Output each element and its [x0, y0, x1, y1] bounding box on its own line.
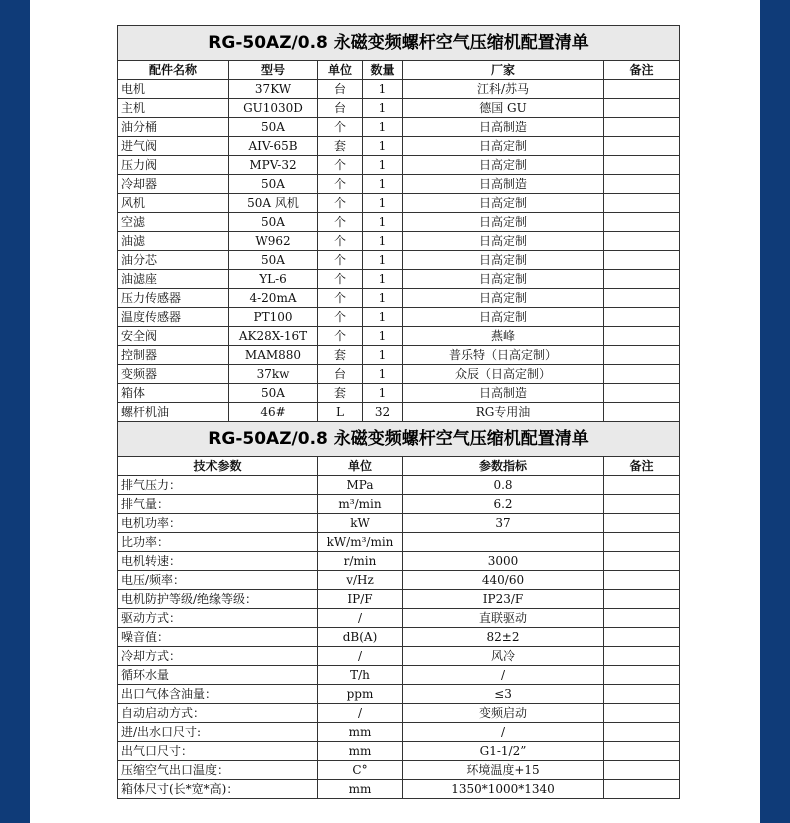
- spec-cell-param: 压缩空气出口温度：: [118, 761, 318, 780]
- config-row: [118, 137, 680, 156]
- spec-cell-remark: [604, 533, 680, 552]
- config-cell-quantity: 1: [363, 99, 403, 118]
- spec-cell-value: 0.8: [403, 476, 604, 495]
- config-cell-manufacturer: 普乐特（日高定制）: [403, 346, 604, 365]
- config-row: [118, 346, 680, 365]
- spec-cell-remark: [604, 571, 680, 590]
- spec-cell-param: 比功率：: [118, 533, 318, 552]
- config-cell-part-name: 压力阀: [118, 156, 229, 175]
- config-cell-remark: [604, 194, 680, 213]
- header-model: 型号: [229, 61, 318, 80]
- config-cell-part-name: 箱体: [118, 384, 229, 403]
- spec-cell-unit: r/min: [318, 552, 403, 571]
- config-cell-remark: [604, 137, 680, 156]
- spec-cell-remark: [604, 780, 680, 799]
- spec-cell-unit: /: [318, 609, 403, 628]
- spec-cell-unit: /: [318, 647, 403, 666]
- config-cell-part-name: 油分芯: [118, 251, 229, 270]
- header-remark: 备注: [604, 61, 680, 80]
- spec-cell-value: 风冷: [403, 647, 604, 666]
- spec-cell-unit: IP/F: [318, 590, 403, 609]
- spec-cell-value: /: [403, 666, 604, 685]
- spec-row: [118, 476, 680, 495]
- spec-cell-param: 排气压力：: [118, 476, 318, 495]
- spec-cell-unit: /: [318, 704, 403, 723]
- config-sheet: [117, 25, 679, 799]
- config-cell-model: PT100: [229, 308, 318, 327]
- config-row: [118, 251, 680, 270]
- config-cell-part-name: 空滤: [118, 213, 229, 232]
- config-row: [118, 308, 680, 327]
- spec-row: [118, 780, 680, 799]
- config-cell-remark: [604, 251, 680, 270]
- config-cell-part-name: 螺杆机油: [118, 403, 229, 422]
- config-cell-model: 50A: [229, 213, 318, 232]
- config-cell-unit: 台: [318, 365, 363, 384]
- config-cell-manufacturer: RG专用油: [403, 403, 604, 422]
- config-cell-quantity: 1: [363, 175, 403, 194]
- config-cell-quantity: 1: [363, 232, 403, 251]
- config-cell-quantity: 32: [363, 403, 403, 422]
- config-cell-quantity: 1: [363, 289, 403, 308]
- config-cell-model: GU1030D: [229, 99, 318, 118]
- spec-cell-value: 1350*1000*1340: [403, 780, 604, 799]
- spec-cell-param: 出气口尺寸：: [118, 742, 318, 761]
- spec-cell-value: 440/60: [403, 571, 604, 590]
- spec-cell-value: 环境温度+15: [403, 761, 604, 780]
- spec-cell-remark: [604, 647, 680, 666]
- config-cell-part-name: 油分桶: [118, 118, 229, 137]
- spec-cell-value: 直联驱动: [403, 609, 604, 628]
- header-unit: 单位: [318, 61, 363, 80]
- config-cell-remark: [604, 327, 680, 346]
- spec-cell-remark: [604, 761, 680, 780]
- spec-cell-value: 变频启动: [403, 704, 604, 723]
- config-row: [118, 289, 680, 308]
- spec-cell-unit: ppm: [318, 685, 403, 704]
- config-cell-remark: [604, 156, 680, 175]
- config-cell-remark: [604, 384, 680, 403]
- config-cell-remark: [604, 308, 680, 327]
- spec-cell-value: IP23/F: [403, 590, 604, 609]
- config-cell-quantity: 1: [363, 80, 403, 99]
- specs-header-row: [118, 457, 680, 476]
- config-cell-quantity: 1: [363, 270, 403, 289]
- spec-cell-remark: [604, 609, 680, 628]
- spec-row: [118, 609, 680, 628]
- header-spec-remark: 备注: [604, 457, 680, 476]
- spec-row: [118, 761, 680, 780]
- config-cell-model: 50A: [229, 251, 318, 270]
- specs-title-row: [118, 422, 680, 457]
- config-title-row: [118, 26, 680, 61]
- document-page: [30, 0, 760, 823]
- config-cell-unit: 个: [318, 308, 363, 327]
- spec-cell-remark: [604, 685, 680, 704]
- header-manufacturer: 厂家: [403, 61, 604, 80]
- config-cell-part-name: 油滤: [118, 232, 229, 251]
- config-cell-remark: [604, 80, 680, 99]
- spec-cell-unit: T/h: [318, 666, 403, 685]
- header-spec-value: 参数指标: [403, 457, 604, 476]
- config-cell-model: 37kw: [229, 365, 318, 384]
- config-cell-remark: [604, 175, 680, 194]
- config-cell-manufacturer: 日高制造: [403, 384, 604, 403]
- config-table: [117, 25, 680, 799]
- config-title: RG-50AZ/0.8 永磁变频螺杆空气压缩机配置清单: [118, 26, 680, 61]
- config-cell-quantity: 1: [363, 327, 403, 346]
- config-cell-remark: [604, 99, 680, 118]
- spec-cell-value: ≤3: [403, 685, 604, 704]
- config-cell-part-name: 安全阀: [118, 327, 229, 346]
- config-header-row: [118, 61, 680, 80]
- spec-cell-unit: mm: [318, 780, 403, 799]
- spec-cell-param: 噪音值：: [118, 628, 318, 647]
- header-spec-unit: 单位: [318, 457, 403, 476]
- spec-row: [118, 723, 680, 742]
- spec-cell-value: /: [403, 723, 604, 742]
- config-cell-part-name: 电机: [118, 80, 229, 99]
- config-cell-quantity: 1: [363, 137, 403, 156]
- config-row: [118, 194, 680, 213]
- spec-cell-value: 6.2: [403, 495, 604, 514]
- config-cell-quantity: 1: [363, 251, 403, 270]
- spec-cell-param: 出口气体含油量：: [118, 685, 318, 704]
- config-cell-manufacturer: 日高定制: [403, 251, 604, 270]
- config-cell-remark: [604, 118, 680, 137]
- spec-cell-remark: [604, 495, 680, 514]
- config-row: [118, 156, 680, 175]
- config-row: [118, 327, 680, 346]
- config-cell-manufacturer: 日高制造: [403, 175, 604, 194]
- spec-cell-value: 37: [403, 514, 604, 533]
- spec-cell-unit: m³/min: [318, 495, 403, 514]
- spec-cell-param: 自动启动方式：: [118, 704, 318, 723]
- config-cell-model: AIV-65B: [229, 137, 318, 156]
- spec-cell-remark: [604, 666, 680, 685]
- spec-cell-value: G1-1/2”: [403, 742, 604, 761]
- spec-cell-param: 电压/频率：: [118, 571, 318, 590]
- config-row: [118, 384, 680, 403]
- config-cell-unit: 个: [318, 118, 363, 137]
- config-cell-unit: L: [318, 403, 363, 422]
- config-cell-quantity: 1: [363, 346, 403, 365]
- spec-cell-value: [403, 533, 604, 552]
- config-cell-remark: [604, 346, 680, 365]
- config-cell-manufacturer: 众辰（日高定制）: [403, 365, 604, 384]
- spec-cell-param: 进/出水口尺寸:: [118, 723, 318, 742]
- config-row: [118, 118, 680, 137]
- spec-row: [118, 742, 680, 761]
- config-cell-quantity: 1: [363, 365, 403, 384]
- config-cell-manufacturer: 燕峰: [403, 327, 604, 346]
- config-cell-remark: [604, 289, 680, 308]
- config-cell-part-name: 压力传感器: [118, 289, 229, 308]
- spec-row: [118, 552, 680, 571]
- spec-row: [118, 704, 680, 723]
- spec-cell-remark: [604, 552, 680, 571]
- spec-row: [118, 533, 680, 552]
- config-cell-quantity: 1: [363, 118, 403, 137]
- header-quantity: 数量: [363, 61, 403, 80]
- config-cell-manufacturer: 日高制造: [403, 118, 604, 137]
- config-cell-model: 4-20mA: [229, 289, 318, 308]
- config-cell-model: 50A: [229, 175, 318, 194]
- config-cell-quantity: 1: [363, 194, 403, 213]
- config-cell-manufacturer: 日高定制: [403, 308, 604, 327]
- config-row: [118, 99, 680, 118]
- config-cell-manufacturer: 江科/苏马: [403, 80, 604, 99]
- spec-row: [118, 666, 680, 685]
- config-cell-unit: 台: [318, 80, 363, 99]
- config-cell-unit: 个: [318, 270, 363, 289]
- config-cell-part-name: 冷却器: [118, 175, 229, 194]
- spec-cell-param: 电机功率：: [118, 514, 318, 533]
- spec-cell-remark: [604, 628, 680, 647]
- spec-cell-remark: [604, 514, 680, 533]
- config-cell-model: 37KW: [229, 80, 318, 99]
- config-cell-model: 50A: [229, 118, 318, 137]
- spec-cell-value: 82±2: [403, 628, 604, 647]
- config-cell-part-name: 油滤座: [118, 270, 229, 289]
- spec-row: [118, 647, 680, 666]
- config-row: [118, 270, 680, 289]
- header-tech-param: 技术参数: [118, 457, 318, 476]
- spec-row: [118, 590, 680, 609]
- spec-row: [118, 685, 680, 704]
- spec-cell-param: 排气量：: [118, 495, 318, 514]
- config-cell-quantity: 1: [363, 213, 403, 232]
- spec-row: [118, 495, 680, 514]
- config-cell-part-name: 温度传感器: [118, 308, 229, 327]
- spec-cell-unit: dB(A): [318, 628, 403, 647]
- config-row: [118, 365, 680, 384]
- config-row: [118, 213, 680, 232]
- config-cell-unit: 个: [318, 251, 363, 270]
- config-cell-unit: 台: [318, 99, 363, 118]
- config-cell-model: 50A: [229, 384, 318, 403]
- config-cell-unit: 套: [318, 346, 363, 365]
- config-cell-model: YL-6: [229, 270, 318, 289]
- config-cell-quantity: 1: [363, 384, 403, 403]
- spec-cell-param: 冷却方式：: [118, 647, 318, 666]
- spec-cell-remark: [604, 723, 680, 742]
- header-part-name: 配件名称: [118, 61, 229, 80]
- spec-cell-unit: kW: [318, 514, 403, 533]
- config-cell-manufacturer: 日高定制: [403, 137, 604, 156]
- spec-row: [118, 514, 680, 533]
- config-cell-unit: 个: [318, 232, 363, 251]
- config-cell-unit: 个: [318, 289, 363, 308]
- config-cell-part-name: 主机: [118, 99, 229, 118]
- config-cell-model: W962: [229, 232, 318, 251]
- config-cell-model: AK28X-16T: [229, 327, 318, 346]
- spec-cell-param: 电机防护等级/绝缘等级：: [118, 590, 318, 609]
- config-cell-part-name: 变频器: [118, 365, 229, 384]
- config-cell-manufacturer: 日高定制: [403, 156, 604, 175]
- config-cell-remark: [604, 403, 680, 422]
- config-cell-part-name: 进气阀: [118, 137, 229, 156]
- config-cell-remark: [604, 232, 680, 251]
- config-cell-remark: [604, 270, 680, 289]
- config-cell-manufacturer: 日高定制: [403, 270, 604, 289]
- spec-cell-unit: kW/m³/min: [318, 533, 403, 552]
- spec-cell-param: 电机转速：: [118, 552, 318, 571]
- config-row: [118, 232, 680, 251]
- config-cell-model: 46#: [229, 403, 318, 422]
- specs-title: RG-50AZ/0.8 永磁变频螺杆空气压缩机配置清单: [118, 422, 680, 457]
- config-cell-unit: 套: [318, 384, 363, 403]
- spec-row: [118, 628, 680, 647]
- config-row: [118, 403, 680, 422]
- config-cell-unit: 个: [318, 156, 363, 175]
- config-cell-unit: 个: [318, 213, 363, 232]
- config-cell-unit: 个: [318, 327, 363, 346]
- spec-cell-remark: [604, 704, 680, 723]
- config-row: [118, 175, 680, 194]
- config-cell-manufacturer: 日高定制: [403, 194, 604, 213]
- config-cell-model: 50A 风机: [229, 194, 318, 213]
- config-cell-model: MPV-32: [229, 156, 318, 175]
- config-cell-manufacturer: 日高定制: [403, 213, 604, 232]
- spec-cell-param: 箱体尺寸(长*宽*高)：: [118, 780, 318, 799]
- config-cell-remark: [604, 213, 680, 232]
- spec-cell-unit: MPa: [318, 476, 403, 495]
- spec-cell-param: 循环水量: [118, 666, 318, 685]
- config-cell-manufacturer: 日高定制: [403, 289, 604, 308]
- config-row: [118, 80, 680, 99]
- spec-cell-unit: mm: [318, 723, 403, 742]
- spec-cell-remark: [604, 590, 680, 609]
- spec-cell-remark: [604, 742, 680, 761]
- config-cell-quantity: 1: [363, 308, 403, 327]
- config-cell-unit: 套: [318, 137, 363, 156]
- config-cell-model: MAM880: [229, 346, 318, 365]
- config-cell-quantity: 1: [363, 156, 403, 175]
- spec-cell-remark: [604, 476, 680, 495]
- config-cell-manufacturer: 德国 GU: [403, 99, 604, 118]
- config-cell-part-name: 风机: [118, 194, 229, 213]
- spec-cell-unit: v/Hz: [318, 571, 403, 590]
- config-cell-part-name: 控制器: [118, 346, 229, 365]
- spec-cell-unit: mm: [318, 742, 403, 761]
- spec-row: [118, 571, 680, 590]
- config-cell-unit: 个: [318, 194, 363, 213]
- spec-cell-value: 3000: [403, 552, 604, 571]
- spec-cell-unit: C°: [318, 761, 403, 780]
- config-cell-remark: [604, 365, 680, 384]
- config-cell-unit: 个: [318, 175, 363, 194]
- config-cell-manufacturer: 日高定制: [403, 232, 604, 251]
- spec-cell-param: 驱动方式：: [118, 609, 318, 628]
